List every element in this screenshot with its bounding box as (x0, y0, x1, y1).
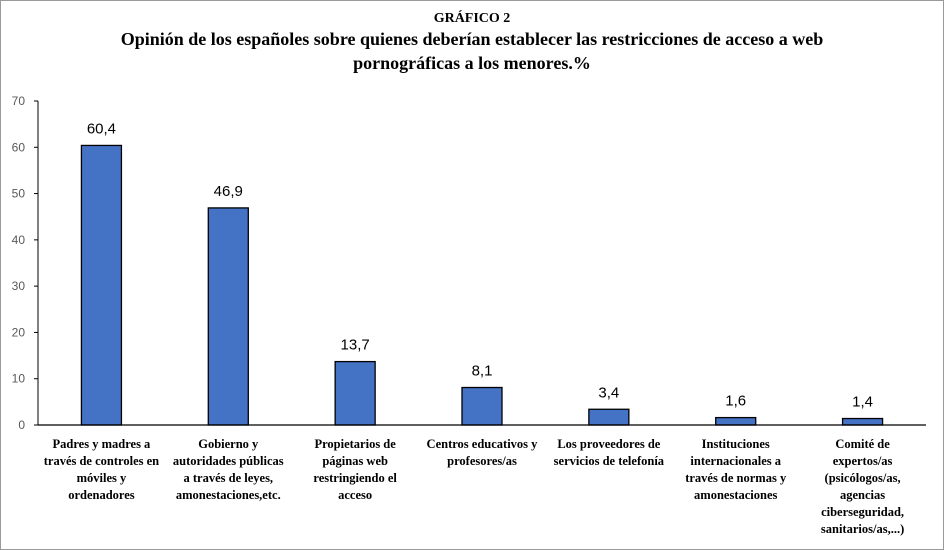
x-tick-label-line: sanitarios/as,...) (820, 522, 905, 536)
x-tick-label-line: través de normas y (685, 471, 787, 485)
y-tick-label: 60 (11, 140, 25, 155)
x-tick-label-line: acceso (338, 488, 373, 502)
bar (462, 388, 502, 425)
bar (843, 419, 883, 425)
x-tick-label-line: amonestaciones (694, 488, 778, 502)
x-tick-label-line: a través de leyes, (183, 471, 274, 485)
bar (208, 208, 248, 425)
x-tick-label-line: Padres y madres a (52, 437, 151, 451)
x-tick-label-line: restringiendo el (313, 471, 397, 485)
x-tick-label-line: ordenadores (68, 488, 135, 502)
data-label: 13,7 (340, 336, 370, 354)
y-tick-label: 10 (11, 371, 25, 386)
data-label: 3,4 (598, 384, 620, 402)
y-tick-label: 0 (18, 418, 25, 432)
x-tick-label-line: páginas web (322, 454, 388, 468)
x-tick-label-line: autoridades públicas (172, 454, 284, 468)
y-tick-label: 50 (11, 186, 25, 201)
bar (589, 409, 629, 425)
chart-header: GRÁFICO 2 (433, 11, 511, 26)
x-tick-label-line: Los proveedores de (557, 437, 661, 451)
data-label: 1,4 (852, 393, 874, 411)
chart-title-line-2: pornográficas a los menores.% (353, 53, 591, 73)
bar-chart (1, 1, 943, 549)
x-tick-label-line: internacionales a (690, 454, 782, 468)
x-tick-label-line: Gobierno y (198, 437, 259, 451)
x-tick-label-line: (psicólogos/as, (824, 471, 901, 485)
x-tick-label (685, 437, 787, 502)
x-tick-label-line: amonestaciones,etc. (175, 488, 281, 502)
x-tick-label-line: expertos/as (832, 454, 893, 468)
bar (716, 418, 756, 425)
plot-area (12, 94, 926, 536)
y-tick-label: 40 (11, 232, 25, 247)
chart-title-line-1: Opinión de los españoles sobre quienes deberían establecer las restricciones de acceso a web (120, 29, 824, 49)
x-tick-label-line: Centros educativos y (426, 437, 538, 451)
y-tick-label: 30 (11, 279, 25, 294)
x-tick-label-line: agencias (840, 488, 886, 502)
x-tick-label (313, 437, 397, 502)
x-tick-label (427, 437, 539, 468)
x-tick-label-line: Instituciones (701, 437, 770, 451)
x-tick-label-line: servicios de telefonía (553, 454, 665, 468)
x-tick-label-line: móviles y (76, 471, 127, 485)
x-tick-label (554, 437, 665, 468)
x-tick-label-line: Comité de (835, 437, 890, 451)
y-tick-label: 70 (11, 94, 25, 108)
x-tick-label (173, 437, 284, 502)
data-label: 1,6 (725, 392, 747, 410)
data-label: 8,1 (471, 362, 493, 380)
x-tick-label-line: través de controles en (43, 454, 160, 468)
x-tick-label-line: Propietarios de (314, 437, 396, 451)
y-tick-label: 20 (11, 325, 25, 340)
bar (335, 362, 375, 425)
x-tick-label (821, 437, 904, 536)
x-tick-label-line: profesores/as (447, 454, 517, 468)
bar (81, 145, 121, 425)
x-tick-label-line: ciberseguridad, (821, 505, 905, 519)
x-tick-label (44, 437, 159, 502)
data-label: 60,4 (86, 120, 117, 138)
data-label: 46,9 (213, 182, 243, 200)
